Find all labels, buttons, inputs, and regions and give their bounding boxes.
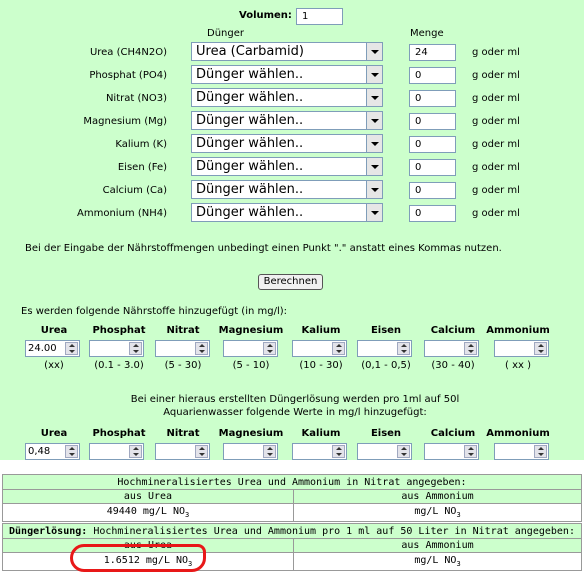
solution-table-title: Düngerlösung: Hochmineralisiertes Urea und Ammonium pro 1 ml auf 50 Liter in Nitrat angegeben: xyxy=(3,524,582,539)
row-label: Eisen (Fe) xyxy=(117,162,167,173)
nutrient-header: Nitrat xyxy=(166,325,200,336)
fertilizer-select[interactable] xyxy=(191,134,383,153)
nutrient-value-input[interactable]: 0,48 xyxy=(25,443,80,460)
solution-col-urea: aus Urea xyxy=(3,539,294,553)
nitrate-table-title: Hochmineralisiertes Urea und Ammonium in Nitrat angegeben: xyxy=(3,475,582,490)
nutrient-value-input[interactable] xyxy=(292,443,347,460)
added-label: Es werden folgende Nährstoffe hinzugefügt (in mg/l): xyxy=(21,306,288,317)
select-value: Dünger wählen.. xyxy=(196,67,304,82)
nutrient-range: (10 - 30) xyxy=(299,360,343,371)
chevron-down-icon[interactable] xyxy=(366,66,382,83)
solution-text: Bei einer hieraus erstellten Düngerlösung werden pro 1ml auf 50l Aquarienwasser folgende Werte in mg/l hinzugefügt: xyxy=(130,394,460,418)
amount-input[interactable]: 0 xyxy=(409,136,456,153)
nutrient-range: (0.1 - 3.0) xyxy=(94,360,144,371)
nitrate-col-urea: aus Urea xyxy=(3,490,294,504)
select-value: Dünger wählen.. xyxy=(196,159,304,174)
nutrient-value-input[interactable] xyxy=(357,443,412,460)
spinner-icon[interactable] xyxy=(534,342,547,355)
fertilizer-select[interactable] xyxy=(191,180,383,199)
chevron-down-icon[interactable] xyxy=(366,112,382,129)
nutrient-value-input[interactable] xyxy=(155,443,210,460)
select-value: Dünger wählen.. xyxy=(196,205,304,220)
nutrient-range: (5 - 10) xyxy=(232,360,270,371)
nutrient-value-input[interactable] xyxy=(89,340,144,357)
unit-label: g oder ml xyxy=(472,116,520,127)
nutrient-header: Urea xyxy=(40,325,68,336)
nutrient-header: Phosphat xyxy=(92,325,146,336)
spinner-icon[interactable] xyxy=(332,445,345,458)
nutrient-header: Calcium xyxy=(430,428,476,439)
chevron-down-icon[interactable] xyxy=(366,135,382,152)
nutrient-range: ( xx ) xyxy=(505,360,531,371)
nutrient-header: Phosphat xyxy=(92,428,146,439)
nutrient-value-input[interactable] xyxy=(292,340,347,357)
nutrient-header: Eisen xyxy=(370,325,402,336)
nutrient-value-input[interactable] xyxy=(357,340,412,357)
amount-input[interactable]: 0 xyxy=(409,205,456,222)
select-value: Dünger wählen.. xyxy=(196,90,304,105)
unit-label: g oder ml xyxy=(472,93,520,104)
select-value: Dünger wählen.. xyxy=(196,113,304,128)
volume-input[interactable]: 1 xyxy=(296,8,343,25)
spinner-icon[interactable] xyxy=(332,342,345,355)
spinner-icon[interactable] xyxy=(195,342,208,355)
nutrient-header: Ammonium xyxy=(486,428,550,439)
spinner-icon[interactable] xyxy=(263,445,276,458)
unit-label: g oder ml xyxy=(472,162,520,173)
volume-label: Volumen: xyxy=(239,10,292,21)
spinner-icon[interactable] xyxy=(263,342,276,355)
nitrate-table xyxy=(2,474,582,522)
nutrient-value-input[interactable] xyxy=(155,340,210,357)
spinner-icon[interactable] xyxy=(195,445,208,458)
spinner-icon[interactable] xyxy=(464,445,477,458)
fertilizer-select[interactable] xyxy=(191,88,383,107)
spinner-icon[interactable] xyxy=(65,342,78,355)
unit-label: g oder ml xyxy=(472,139,520,150)
nutrient-value-input[interactable] xyxy=(223,340,278,357)
unit-label: g oder ml xyxy=(472,47,520,58)
calculate-button[interactable]: Berechnen xyxy=(258,274,323,290)
chevron-down-icon[interactable] xyxy=(366,204,382,221)
nutrient-header: Kalium xyxy=(301,325,341,336)
amount-input[interactable]: 24 xyxy=(409,44,456,61)
row-label: Calcium (Ca) xyxy=(102,185,167,196)
row-label: Kalium (K) xyxy=(115,139,167,150)
nutrient-header: Eisen xyxy=(370,428,402,439)
nutrient-header: Ammonium xyxy=(486,325,550,336)
unit-label: g oder ml xyxy=(472,185,520,196)
spinner-icon[interactable] xyxy=(129,445,142,458)
fertilizer-select[interactable] xyxy=(191,157,383,176)
duenger-header: Dünger xyxy=(207,28,244,39)
select-value: Dünger wählen.. xyxy=(196,136,304,151)
nutrient-value-input[interactable] xyxy=(424,340,479,357)
amount-input[interactable]: 0 xyxy=(409,67,456,84)
chevron-down-icon[interactable] xyxy=(366,158,382,175)
row-label: Ammonium (NH4) xyxy=(77,208,167,219)
nutrient-header: Kalium xyxy=(301,428,341,439)
spinner-icon[interactable] xyxy=(65,445,78,458)
solution-value-ammonium: mg/L $NO_3$ xyxy=(294,553,582,571)
nutrient-header: Calcium xyxy=(430,325,476,336)
nutrient-range: (5 - 30) xyxy=(164,360,202,371)
nutrient-value-input[interactable] xyxy=(89,443,144,460)
nutrient-value-input[interactable] xyxy=(494,443,549,460)
highlight-circle xyxy=(70,544,206,572)
nitrate-col-ammonium: aus Ammonium xyxy=(294,490,582,504)
solution-col-ammonium: aus Ammonium xyxy=(294,539,582,553)
unit-label: g oder ml xyxy=(472,70,520,81)
amount-input[interactable]: 0 xyxy=(409,90,456,107)
spinner-icon[interactable] xyxy=(464,342,477,355)
spinner-icon[interactable] xyxy=(397,342,410,355)
select-value: Dünger wählen.. xyxy=(196,182,304,197)
nutrient-value-input[interactable] xyxy=(424,443,479,460)
nutrient-value-input[interactable] xyxy=(223,443,278,460)
decimal-note: Bei der Eingabe der Nährstoffmengen unbedingt einen Punkt "." anstatt eines Kommas nutzen. xyxy=(25,243,502,254)
amount-input[interactable]: 0 xyxy=(409,182,456,199)
chevron-down-icon[interactable] xyxy=(366,89,382,106)
row-label: Urea (CH4N2O) xyxy=(89,47,167,58)
row-label: Nitrat (NO3) xyxy=(105,93,167,104)
nutrient-header: Nitrat xyxy=(166,428,200,439)
nitrate-value-ammonium: mg/L $NO_3$ xyxy=(294,504,582,522)
nutrient-range: (30 - 40) xyxy=(431,360,475,371)
chevron-down-icon[interactable] xyxy=(366,181,382,198)
row-label: Magnesium (Mg) xyxy=(83,116,167,127)
unit-label: g oder ml xyxy=(472,208,520,219)
solution-value-urea: 1.6512 mg/L $NO_3$ xyxy=(3,553,294,571)
select-value: Urea (Carbamid) xyxy=(196,44,304,59)
fertilizer-select[interactable] xyxy=(191,65,383,84)
spinner-icon[interactable] xyxy=(129,342,142,355)
chevron-down-icon[interactable] xyxy=(366,43,382,60)
menge-header: Menge xyxy=(410,28,444,39)
spinner-icon[interactable] xyxy=(397,445,410,458)
nutrient-value-input[interactable] xyxy=(494,340,549,357)
row-label: Phosphat (PO4) xyxy=(89,70,167,81)
amount-input[interactable]: 0 xyxy=(409,159,456,176)
nutrient-range: (0,1 - 0,5) xyxy=(361,360,411,371)
nitrate-value-urea: 49440 mg/L $NO_3$ xyxy=(3,504,294,522)
fertilizer-select[interactable] xyxy=(191,111,383,130)
fertilizer-select[interactable] xyxy=(191,42,383,61)
nutrient-range: (xx) xyxy=(44,360,64,371)
nutrient-value-input[interactable]: 24.00 xyxy=(25,340,80,357)
fertilizer-select[interactable] xyxy=(191,203,383,222)
nutrient-header: Urea xyxy=(40,428,68,439)
spinner-icon[interactable] xyxy=(534,445,547,458)
amount-input[interactable]: 0 xyxy=(409,113,456,130)
nutrient-header: Magnesium xyxy=(218,428,284,439)
nutrient-header: Magnesium xyxy=(218,325,284,336)
